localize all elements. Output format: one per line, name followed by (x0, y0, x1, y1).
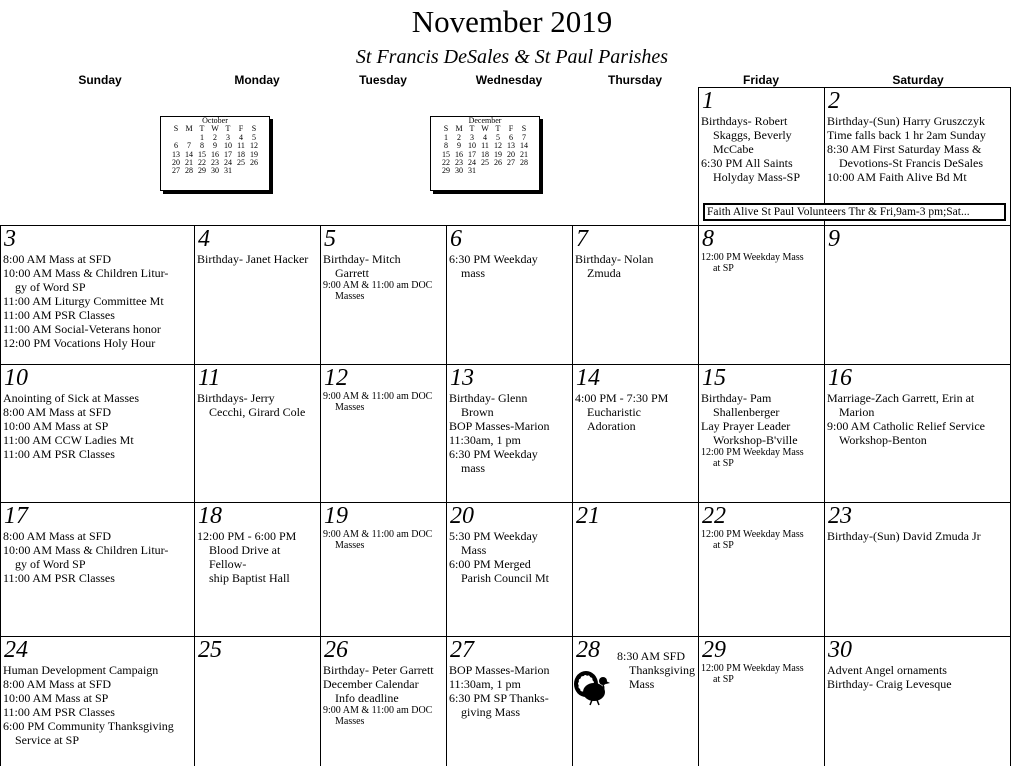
event-line-small: 9:00 AM & 11:00 am DOC (323, 280, 433, 291)
event-line: Birthday-(Sun) Harry Gruszczyk (827, 114, 985, 128)
mini-calendar-cell: 22 (198, 158, 206, 168)
mini-calendar-cell: 28 (185, 166, 193, 176)
day-number: 12 (324, 365, 348, 391)
mini-calendar-cell: 17 (224, 149, 232, 159)
day-cell-20 (446, 502, 573, 637)
day-header-friday: Friday (742, 73, 779, 87)
event-line: 9:00 AM Catholic Relief Service (827, 419, 985, 433)
day-number: 15 (702, 365, 726, 391)
event-line: Parish Council Mt (461, 571, 550, 585)
mini-calendar-cell: 27 (507, 158, 515, 168)
mini-calendar-cell: 4 (483, 132, 487, 142)
mini-calendar-cell: T (495, 124, 501, 134)
event-line: 11:00 AM PSR Classes (3, 308, 115, 322)
event-line: Cecchi, Girard Cole (209, 405, 306, 419)
event-line: Blood Drive at Fellow- (209, 543, 281, 571)
mini-calendar-cell: S (173, 124, 179, 134)
mini-calendar-cell (479, 167, 492, 175)
day-number: 22 (702, 503, 726, 529)
mini-calendar-cell: W (481, 124, 489, 134)
mini-calendar-cell: 16 (455, 149, 463, 159)
event-line: 11:30am, 1 pm (449, 677, 521, 691)
day-number: 30 (828, 637, 852, 663)
mini-calendar-cell: 5 (252, 132, 256, 142)
event-line: Workshop-B'ville (713, 433, 798, 447)
event-line: Mass (461, 543, 487, 557)
mini-calendar-cell: 29 (198, 166, 206, 176)
day-events (447, 391, 572, 475)
event-line-small: 12:00 PM Weekday Mass (701, 529, 804, 540)
mini-calendar-cell: 13 (172, 149, 180, 159)
event-line: Human Development Campaign (3, 663, 159, 677)
event-line: Birthday- Pam (701, 391, 772, 405)
mini-calendar-cell: 19 (494, 149, 502, 159)
mini-calendar-cell: 26 (250, 158, 258, 168)
day-events (699, 252, 824, 274)
mini-calendar-cell: 17 (468, 149, 476, 159)
event-line: 11:00 AM PSR Classes (3, 447, 115, 461)
mini-calendar-cell: 23 (211, 158, 219, 168)
day-cell-8 (698, 225, 825, 365)
day-cell-23 (824, 502, 1011, 637)
event-line: 10:00 AM Faith Alive Bd Mt (827, 170, 967, 184)
event-line: Marriage-Zach Garrett, Erin at (827, 391, 975, 405)
event-line: mass (461, 266, 485, 280)
day-events (1, 529, 194, 585)
event-line: 8:00 AM Mass at SFD (3, 252, 112, 266)
event-line: BOP Masses-Marion (449, 663, 550, 677)
mini-calendar-cell (518, 167, 531, 175)
event-line: 10:00 AM Mass & Children Litur- (3, 266, 169, 280)
day-events (699, 391, 824, 469)
event-line: 11:00 AM PSR Classes (3, 571, 115, 585)
event-line: 6:30 PM Weekday (449, 447, 538, 461)
day-number: 29 (702, 637, 726, 663)
event-line: Service at SP (15, 733, 79, 747)
day-number: 10 (4, 365, 28, 391)
day-number: 6 (450, 226, 462, 252)
event-line: 11:00 AM Social-Veterans honor (3, 322, 161, 336)
event-line-small: 9:00 AM & 11:00 am DOC (323, 391, 433, 402)
mini-calendar-cell: 31 (224, 166, 232, 176)
day-number: 27 (450, 637, 474, 663)
mini-calendar-cell: 7 (522, 132, 526, 142)
day-events (447, 252, 572, 280)
mini-calendar-cell: 28 (520, 158, 528, 168)
mini-calendar-cell: 4 (239, 132, 243, 142)
day-header-wednesday: Wednesday (475, 73, 543, 87)
day-events (573, 391, 698, 433)
event-line-small: Masses (335, 291, 365, 302)
mini-calendar-cell: 13 (507, 141, 515, 151)
mini-calendar-cell: 6 (509, 132, 513, 142)
day-events (321, 252, 446, 302)
mini-calendar-cell: 2 (213, 132, 217, 142)
day-events (447, 529, 572, 585)
event-line: 4:00 PM - 7:30 PM (575, 391, 669, 405)
mini-calendar-cell: W (211, 124, 219, 134)
mini-calendar-cell: 25 (481, 158, 489, 168)
day-number: 16 (828, 365, 852, 391)
event-line-small: Masses (335, 540, 365, 551)
day-number: 14 (576, 365, 600, 391)
event-line: Anointing of Sick at Masses (3, 391, 139, 405)
mini-calendar-cell: S (443, 124, 449, 134)
mini-calendar-cell: 16 (211, 149, 219, 159)
mini-calendar-cell: T (199, 124, 205, 134)
mini-calendar-cell: M (185, 124, 193, 134)
day-events (1, 663, 194, 747)
event-line: Brown (461, 405, 494, 419)
event-line: Birthdays- Robert (701, 114, 788, 128)
day-cell-14 (572, 364, 699, 503)
day-number: 20 (450, 503, 474, 529)
event-line: gy of Word SP (15, 280, 86, 294)
day-number: 25 (198, 637, 222, 663)
event-line: 12:00 PM - 6:00 PM (197, 529, 297, 543)
event-line: Garrett (335, 266, 369, 280)
event-line: 8:30 AM First Saturday Mass & (827, 142, 982, 156)
event-line: mass (461, 461, 485, 475)
day-cell-25 (194, 636, 321, 766)
day-number: 23 (828, 503, 852, 529)
event-line: 11:00 AM CCW Ladies Mt (3, 433, 134, 447)
event-line: 10:00 AM Mass at SP (3, 419, 109, 433)
event-line: Birthday-(Sun) David Zmuda Jr (827, 529, 981, 543)
event-line-small: 9:00 AM & 11:00 am DOC (323, 705, 433, 716)
day-cell-24 (0, 636, 195, 766)
event-line: Lay Prayer Leader (701, 419, 791, 433)
mini-calendar-cell: F (508, 124, 514, 134)
event-line: Holyday Mass-SP (713, 170, 801, 184)
mini-calendar-cell: 27 (172, 166, 180, 176)
event-line: 6:00 PM Merged (449, 557, 531, 571)
event-line: Shallenberger (713, 405, 780, 419)
day-events (825, 391, 1010, 447)
day-header-tuesday: Tuesday (359, 73, 407, 87)
mini-calendar-cell: 8 (444, 141, 448, 151)
day-number: 19 (324, 503, 348, 529)
event-line: 8:00 AM Mass at SFD (3, 529, 112, 543)
mini-calendar-cell: 25 (237, 158, 245, 168)
day-events (195, 391, 320, 419)
event-line: 11:00 AM Liturgy Committee Mt (3, 294, 164, 308)
event-line: 6:30 PM SP Thanks- (449, 691, 549, 705)
day-number: 28 (576, 637, 600, 663)
day-header-sunday: Sunday (78, 73, 122, 87)
event-line-small: 9:00 AM & 11:00 am DOC (323, 529, 433, 540)
turkey-icon (572, 668, 612, 706)
mini-calendar-cell: 7 (187, 141, 191, 151)
day-number: 13 (450, 365, 474, 391)
event-line-small: at SP (713, 674, 734, 685)
event-line: 8:00 AM Mass at SFD (3, 677, 112, 691)
event-line: Birthday- Peter Garrett (323, 663, 434, 677)
event-line: Birthday- Janet Hacker (197, 252, 309, 266)
mini-calendar-cell: 24 (224, 158, 232, 168)
event-line: giving Mass (461, 705, 521, 719)
day-number: 8 (702, 226, 714, 252)
day-number: 7 (576, 226, 588, 252)
day-number: 9 (828, 226, 840, 252)
event-line: 6:00 PM Community Thanksgiving (3, 719, 174, 733)
mini-calendar-cell: 11 (481, 141, 489, 151)
day-header-monday: Monday (234, 73, 280, 87)
event-line-small: 12:00 PM Weekday Mass (701, 252, 804, 263)
event-line: Birthdays- Jerry (197, 391, 275, 405)
page-title: November 2019 (411, 4, 613, 39)
day-events (1, 391, 194, 461)
event-line: 5:30 PM Weekday (449, 529, 538, 543)
mini-calendar-cell: 1 (200, 132, 204, 142)
mini-calendar-cell: 6 (174, 141, 178, 151)
mini-calendar-cell: 20 (172, 158, 180, 168)
mini-calendar-cell: S (251, 124, 257, 134)
event-line: 11:30am, 1 pm (449, 433, 521, 447)
mini-calendar-cell: 15 (198, 149, 206, 159)
event-line: Birthday- Glenn (449, 391, 528, 405)
mini-calendar-cell: F (238, 124, 244, 134)
mini-calendar-cell: 26 (494, 158, 502, 168)
mini-calendar-cell: 23 (455, 158, 463, 168)
event-line-small: 12:00 PM Weekday Mass (701, 663, 804, 674)
day-number: 4 (198, 226, 210, 252)
day-number: 5 (324, 226, 336, 252)
day-cell-15 (698, 364, 825, 503)
event-line: Zmuda (587, 266, 621, 280)
mini-calendar-cell: 3 (470, 132, 474, 142)
event-line: Info deadline (335, 691, 399, 705)
day-cell-30 (824, 636, 1011, 766)
event-line: McCabe (713, 142, 754, 156)
day-cell-26 (320, 636, 447, 766)
mini-calendar-cell: 9 (457, 141, 461, 151)
mini-calendar-cell (505, 167, 518, 175)
event-line: 12:00 PM Vocations Holy Hour (3, 336, 156, 350)
event-line: Workshop-Benton (839, 433, 927, 447)
day-events (195, 529, 320, 585)
day-cell-13 (446, 364, 573, 503)
day-cell-10 (0, 364, 195, 503)
mini-calendar-cell: 21 (520, 149, 528, 159)
event-line: Devotions-St Francis DeSales (839, 156, 983, 170)
day-number: 24 (4, 637, 28, 663)
mini-calendar-cell (235, 167, 248, 175)
day-events (825, 114, 1010, 184)
mini-calendar-cell: 30 (211, 166, 219, 176)
day-cell-4 (194, 225, 321, 365)
mini-calendar-cell: 31 (468, 166, 476, 176)
mini-calendar-cell: 18 (237, 149, 245, 159)
mini-calendar-cell: 3 (226, 132, 230, 142)
mini-calendar-cell: S (521, 124, 527, 134)
event-line: 8:00 AM Mass at SFD (3, 405, 112, 419)
mini-calendar-december (430, 116, 540, 191)
day-cell-29 (698, 636, 825, 766)
event-line: Thanksgiving (629, 663, 695, 677)
day-events (1, 252, 194, 350)
day-events (447, 663, 572, 719)
page-subtitle: St Francis DeSales & St Paul Parishes (355, 46, 669, 68)
event-line: ship Baptist Hall (209, 571, 290, 585)
mini-calendar-cell: 8 (200, 141, 204, 151)
mini-calendar-october (160, 116, 270, 191)
day-cell-18 (194, 502, 321, 637)
day-cell-21 (572, 502, 699, 637)
day-header-thursday: Thursday (607, 73, 662, 87)
day-events (825, 663, 1010, 691)
day-cell-5 (320, 225, 447, 365)
event-line: 6:30 PM Weekday (449, 252, 538, 266)
day-events (321, 391, 446, 413)
day-events (699, 529, 824, 551)
day-events (321, 663, 446, 727)
event-line-small: Masses (335, 402, 365, 413)
mini-calendar-cell: 29 (442, 166, 450, 176)
day-number: 21 (576, 503, 600, 529)
day-cell-9 (824, 225, 1011, 365)
mini-calendar-cell: T (225, 124, 231, 134)
mini-calendar-cell: 24 (468, 158, 476, 168)
event-line-small: Masses (335, 716, 365, 727)
day-events (195, 252, 320, 266)
day-number: 17 (4, 503, 28, 529)
event-line: 6:30 PM All Saints (701, 156, 793, 170)
event-line: Advent Angel ornaments (827, 663, 947, 677)
event-line: Eucharistic (587, 405, 641, 419)
mini-calendar-cell: 12 (250, 141, 258, 151)
event-line: 10:00 AM Mass & Children Litur- (3, 543, 169, 557)
day-cell-12 (320, 364, 447, 503)
mini-calendar-cell: 9 (213, 141, 217, 151)
day-cell-3 (0, 225, 195, 365)
mini-calendar-cell: 2 (457, 132, 461, 142)
event-line-small: at SP (713, 458, 734, 469)
event-line: Mass (629, 677, 655, 691)
mini-calendar-cell: 15 (442, 149, 450, 159)
event-line: Marion (839, 405, 875, 419)
mini-calendar-cell: 12 (494, 141, 502, 151)
day-number: 26 (324, 637, 348, 663)
mini-calendar-cell: 11 (237, 141, 245, 151)
event-line: gy of Word SP (15, 557, 86, 571)
day-number: 11 (198, 365, 221, 391)
event-line: Adoration (587, 419, 636, 433)
day-cell-6 (446, 225, 573, 365)
mini-calendar-cell: 30 (455, 166, 463, 176)
day-events (699, 663, 824, 685)
event-line: 8:30 AM SFD (617, 649, 686, 663)
event-line: BOP Masses-Marion (449, 419, 550, 433)
day-events (321, 529, 446, 551)
event-line: Skaggs, Beverly (713, 128, 792, 142)
faith-alive-banner: Faith Alive St Paul Volunteers Thr & Fri,9am-3 pm;Sat... (703, 203, 1006, 221)
mini-calendar-cell: 10 (468, 141, 476, 151)
day-cell-22 (698, 502, 825, 637)
day-cell-27 (446, 636, 573, 766)
mini-calendar-cell: 1 (444, 132, 448, 142)
day-cell-17 (0, 502, 195, 637)
event-line: 11:00 AM PSR Classes (3, 705, 115, 719)
event-line: Birthday- Mitch (323, 252, 401, 266)
event-line: Birthday- Craig Levesque (827, 677, 952, 691)
mini-calendar-month-label: December (468, 116, 502, 125)
event-line-small: at SP (713, 263, 734, 274)
mini-calendar-cell: 19 (250, 149, 258, 159)
event-line-small: 12:00 PM Weekday Mass (701, 447, 804, 458)
day-events (573, 252, 698, 280)
event-line: December Calendar (323, 677, 419, 691)
mini-calendar-cell (248, 167, 261, 175)
day-cell-7 (572, 225, 699, 365)
mini-calendar-cell: 22 (442, 158, 450, 168)
event-line: Time falls back 1 hr 2am Sunday (827, 128, 986, 142)
day-events (699, 114, 824, 184)
mini-calendar-cell: T (469, 124, 475, 134)
mini-calendar-cell (492, 167, 505, 175)
mini-calendar-cell: 5 (496, 132, 500, 142)
day-header-saturday: Saturday (892, 73, 944, 87)
mini-calendar-cell: M (455, 124, 463, 134)
day-number: 18 (198, 503, 222, 529)
day-events (825, 529, 1010, 543)
event-line: 10:00 AM Mass at SP (3, 691, 109, 705)
day-cell-16 (824, 364, 1011, 503)
mini-calendar-month-label: October (202, 116, 228, 125)
event-line-small: at SP (713, 540, 734, 551)
event-line: Birthday- Nolan (575, 252, 654, 266)
day-cell-11 (194, 364, 321, 503)
mini-calendar-cell: 10 (224, 141, 232, 151)
mini-calendar-cell: 14 (520, 141, 528, 151)
mini-calendar-cell: 14 (185, 149, 193, 159)
mini-calendar-cell: 18 (481, 149, 489, 159)
mini-calendar-cell: 21 (185, 158, 193, 168)
day-number: 2 (828, 88, 840, 114)
day-number: 1 (702, 88, 714, 114)
day-cell-19 (320, 502, 447, 637)
day-number: 3 (4, 226, 16, 252)
mini-calendar-cell: 20 (507, 149, 515, 159)
